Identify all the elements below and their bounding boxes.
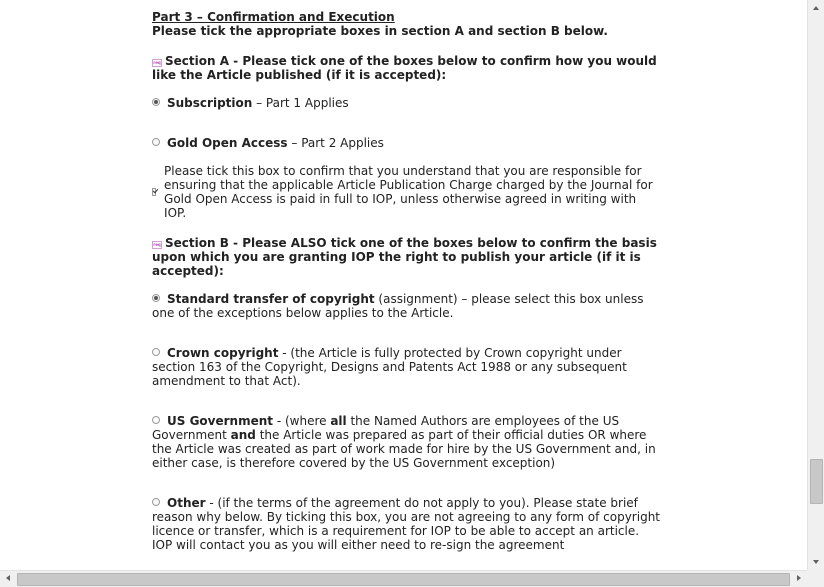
option-subscription[interactable] — [152, 96, 662, 110]
vertical-scroll-thumb[interactable] — [810, 459, 823, 504]
radio-standard-transfer[interactable] — [152, 294, 160, 302]
apc-confirm-text: Please tick this box to confirm that you understand that you are responsible for ensuring that the applicable Article Publication Charge charged by the Journal for Gold Open Access is paid in full to IOP, unless otherwise agreed in writing with IOP. — [164, 164, 653, 220]
section-a-intro — [152, 54, 662, 82]
option-crown-copyright[interactable] — [152, 346, 662, 388]
scrollbar-corner — [807, 570, 824, 587]
arrow-left-icon — [6, 575, 10, 581]
scroll-left-button[interactable] — [0, 571, 16, 587]
apc-checkbox[interactable] — [152, 188, 156, 196]
radio-other[interactable] — [152, 498, 160, 506]
radio-gold-open-access[interactable] — [152, 138, 160, 146]
option-subscription-label: Subscription — [167, 96, 253, 110]
radio-us-government[interactable] — [152, 416, 160, 424]
other-label: Other — [167, 496, 206, 510]
horizontal-scrollbar[interactable] — [0, 570, 807, 587]
required-marker-icon: req — [153, 60, 161, 65]
scroll-right-button[interactable] — [791, 571, 807, 587]
standard-label: Standard transfer of copyright — [167, 292, 375, 306]
option-subscription-desc: – Part 1 Applies — [252, 96, 349, 110]
section-a-text: Section A - Please tick one of the boxes below to confirm how you would like the Article published (if it is accepted): — [152, 54, 657, 82]
apc-confirm-row[interactable] — [152, 164, 662, 220]
option-us-government[interactable] — [152, 414, 662, 470]
option-gold-open-access[interactable] — [152, 136, 662, 150]
section-b-text: Section B - Please ALSO tick one of the boxes below to confirm the basis upon which you are granting IOP the right to publish your article (if it is accepted): — [152, 236, 657, 278]
usgov-label: US Government — [167, 414, 274, 428]
usgov-desc-3: the Article was prepared as part of their official duties OR where the Article was created as part of work made for hire by the US Government and, in either case, is therefore covered by the US Government exception) — [152, 428, 656, 470]
usgov-emph-all: all — [330, 414, 347, 428]
other-desc: - (if the terms of the agreement do not apply to you). Please state brief reason why below. By ticking this box, you are not agreeing to any form of copyright licence or transfer, which is a requirement for IOP to be able to accept an article. IOP will contact you as you will either need to re-sign the agreement — [152, 496, 661, 552]
scroll-down-button[interactable] — [808, 554, 824, 570]
option-standard-transfer[interactable] — [152, 292, 662, 320]
part3-instruction: Please tick the appropriate boxes in section A and section B below. — [152, 24, 608, 38]
crown-label: Crown copyright — [167, 346, 279, 360]
arrow-up-icon — [813, 6, 819, 10]
option-gold-desc: – Part 2 Applies — [287, 136, 384, 150]
usgov-emph-and: and — [230, 428, 256, 442]
horizontal-scroll-thumb[interactable] — [17, 573, 790, 586]
vertical-scrollbar[interactable] — [807, 0, 824, 570]
arrow-right-icon — [797, 575, 801, 581]
standard-desc: (assignment) – please select this box unless one of the exceptions below applies to the Article. — [152, 292, 644, 320]
option-other[interactable] — [152, 496, 662, 552]
scroll-up-button[interactable] — [808, 0, 824, 16]
crown-desc: - (the Article is fully protected by Crown copyright under section 163 of the Copyright, Designs and Patents Act 1988 or any subsequent amendment to that Act). — [152, 346, 627, 388]
arrow-down-icon — [813, 560, 819, 564]
section-b-intro — [152, 236, 662, 278]
usgov-desc-2: the Named Authors are employees of the US Government — [152, 414, 620, 442]
radio-subscription[interactable] — [152, 98, 160, 106]
form-content — [152, 10, 662, 552]
option-gold-label: Gold Open Access — [167, 136, 288, 150]
usgov-desc-1: - (where — [273, 414, 331, 428]
radio-crown-copyright[interactable] — [152, 348, 160, 356]
part3-heading: Part 3 – Confirmation and Execution — [152, 10, 395, 24]
required-marker-icon: req — [153, 242, 161, 247]
